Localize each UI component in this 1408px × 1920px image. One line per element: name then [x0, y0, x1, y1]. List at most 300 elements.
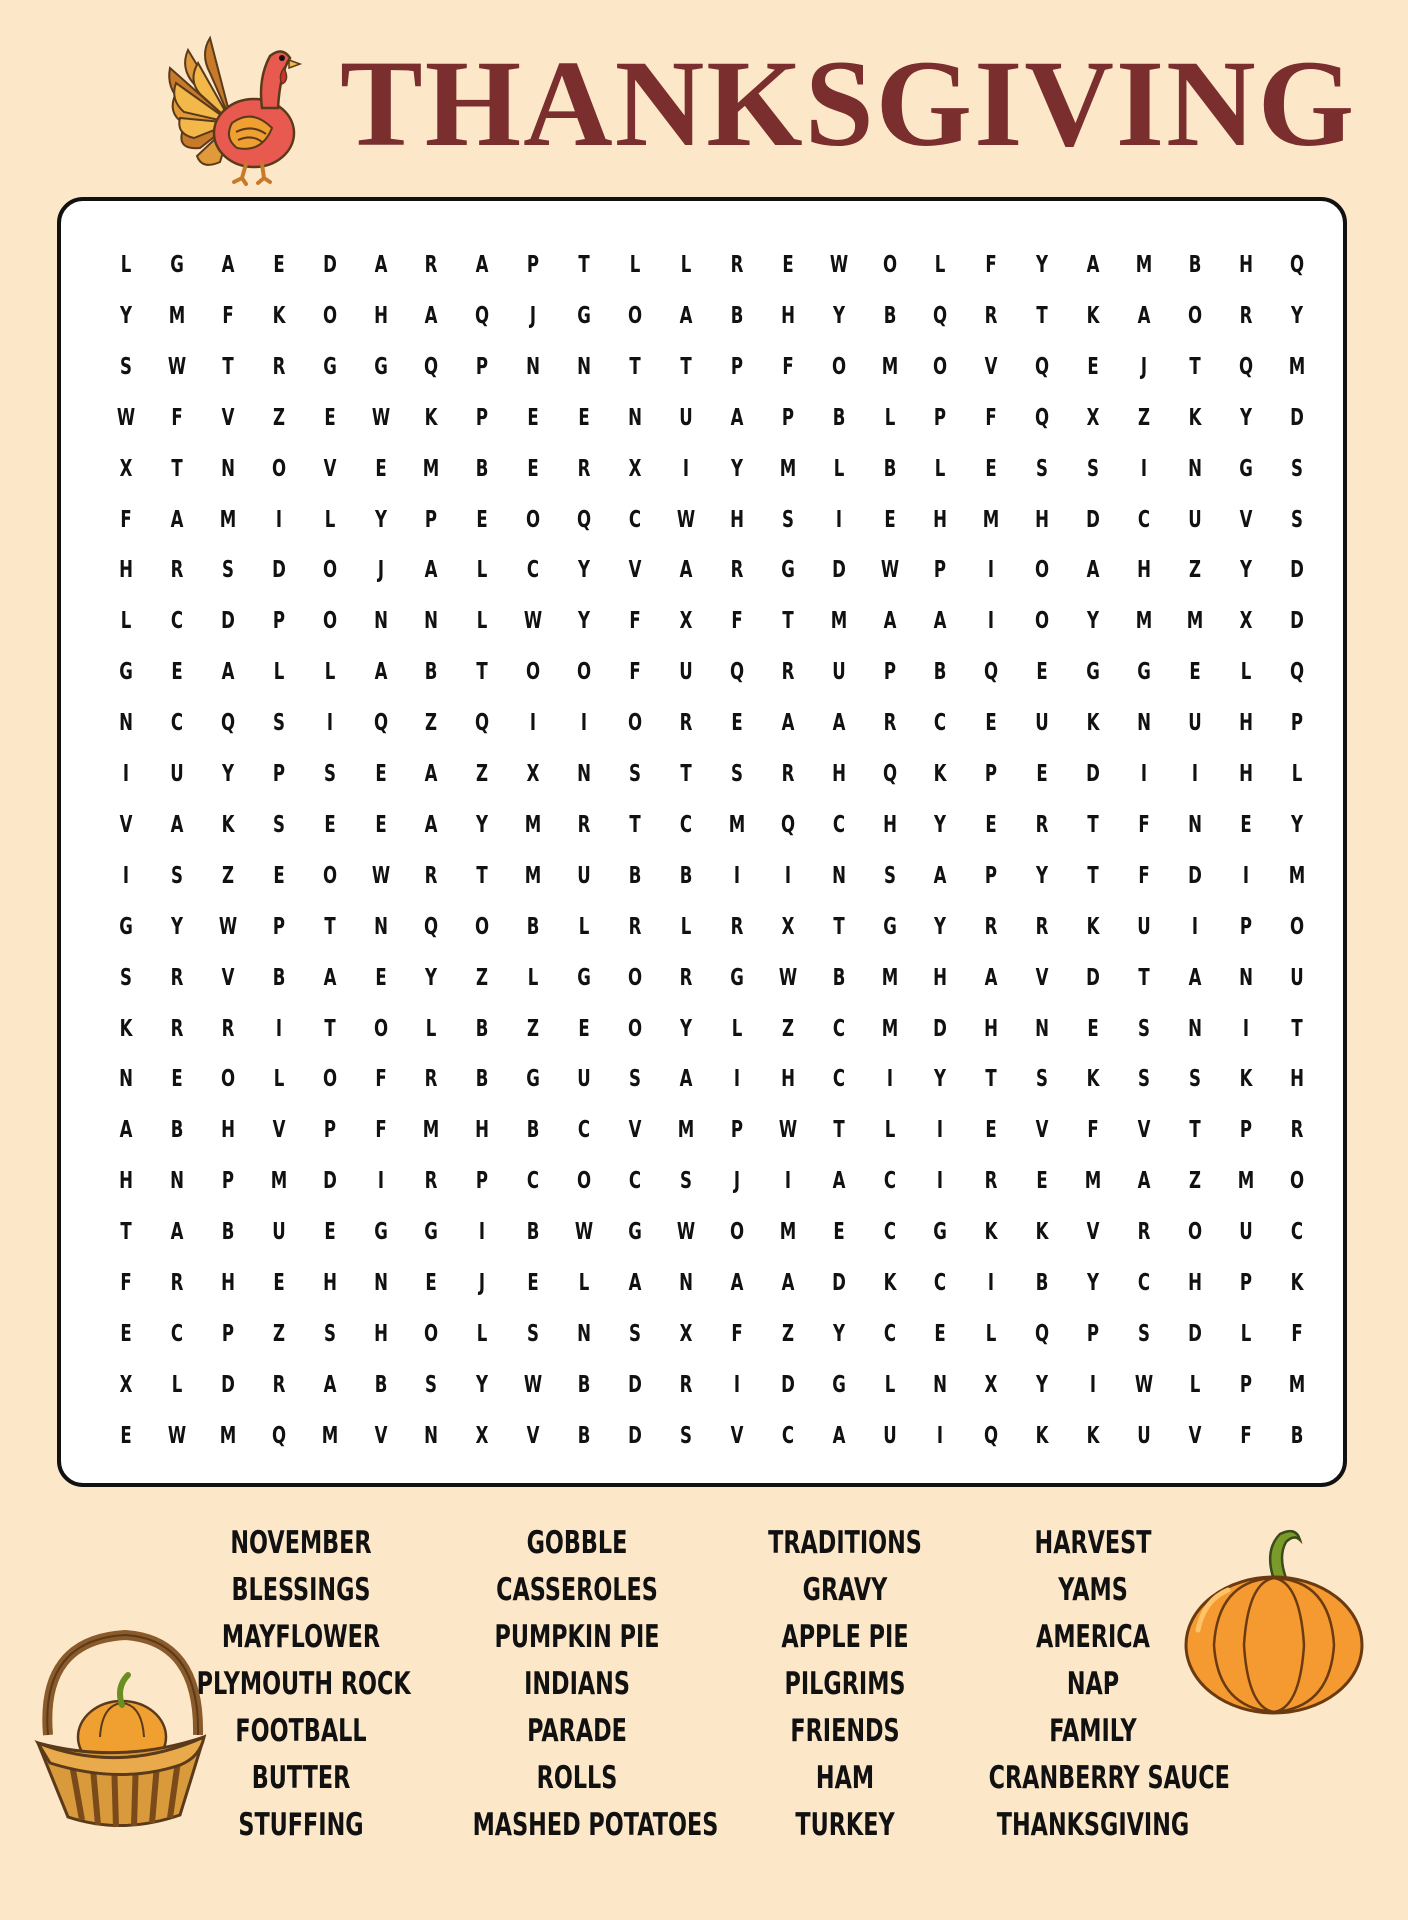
- word-list-item: PILGRIMS: [784, 1666, 906, 1702]
- grid-letter: T: [629, 353, 641, 380]
- grid-letter: G: [1238, 455, 1253, 482]
- grid-letter: V: [272, 1117, 286, 1144]
- grid-letter: F: [374, 1117, 387, 1144]
- grid-letter: S: [272, 811, 285, 838]
- grid-letter: W: [829, 252, 848, 278]
- grid-letter: F: [629, 659, 641, 686]
- grid-letter: V: [1137, 1117, 1151, 1144]
- grid-letter: S: [629, 1320, 641, 1347]
- grid-letter: Q: [1238, 353, 1253, 380]
- grid-letter: Y: [1239, 404, 1252, 431]
- grid-letter: D: [271, 557, 286, 584]
- grid-letter: H: [220, 1270, 235, 1296]
- grid-letter: E: [171, 1066, 183, 1093]
- grid-letter: P: [1239, 1270, 1252, 1296]
- grid-letter: V: [1035, 1117, 1049, 1144]
- grid-letter: D: [1289, 608, 1304, 635]
- grid-letter: C: [883, 1320, 896, 1347]
- grid-letter: V: [374, 1422, 387, 1449]
- word-list-item: FRIENDS: [790, 1713, 900, 1749]
- grid-letter: I: [377, 1168, 384, 1195]
- grid-letter: P: [781, 404, 794, 431]
- grid-letter: N: [119, 1066, 133, 1093]
- grid-letter: S: [1290, 506, 1303, 533]
- grid-letter: Z: [272, 1320, 285, 1347]
- grid-letter: G: [373, 1219, 388, 1246]
- grid-letter: Q: [933, 302, 948, 329]
- grid-letter: R: [781, 659, 795, 686]
- grid-letter: W: [116, 404, 136, 431]
- word-list-item: TURKEY: [795, 1807, 895, 1843]
- grid-letter: E: [323, 404, 336, 431]
- grid-letter: O: [271, 455, 286, 482]
- word-list-column-3: [700, 1520, 990, 1849]
- grid-letter: Y: [1036, 1371, 1049, 1398]
- grid-letter: I: [784, 862, 791, 889]
- grid-letter: Y: [476, 811, 489, 838]
- grid-letter: K: [1086, 302, 1100, 329]
- grid-letter: J: [733, 1168, 740, 1195]
- grid-letter: D: [780, 1371, 795, 1398]
- word-list-item: MASHED POTATOES: [472, 1807, 719, 1843]
- grid-letter: Q: [780, 811, 795, 838]
- grid-letter: K: [1086, 710, 1100, 737]
- grid-letter: P: [476, 404, 489, 431]
- grid-letter: Y: [170, 913, 183, 940]
- grid-letter: O: [1289, 1168, 1304, 1195]
- grid-letter: U: [831, 659, 846, 686]
- grid-letter: Q: [1035, 353, 1050, 380]
- grid-letter: T: [1087, 811, 1099, 838]
- grid-letter: P: [934, 404, 947, 431]
- grid-letter: P: [221, 1168, 234, 1195]
- grid-letter: N: [169, 1168, 184, 1195]
- grid-letter: S: [221, 557, 234, 584]
- grid-letter: O: [526, 506, 541, 533]
- grid-letter: R: [577, 455, 591, 482]
- grid-letter: I: [835, 506, 842, 533]
- grid-letter: W: [1134, 1371, 1154, 1398]
- grid-letter: N: [1035, 1015, 1050, 1042]
- grid-letter: D: [1289, 557, 1304, 584]
- grid-letter: N: [628, 404, 642, 431]
- grid-letter: R: [1290, 1117, 1304, 1144]
- grid-letter: G: [933, 1219, 948, 1246]
- word-list-item: MAYFLOWER: [221, 1619, 381, 1655]
- grid-letter: K: [1035, 1422, 1049, 1449]
- grid-letter: H: [373, 302, 388, 329]
- grid-letter: S: [629, 1066, 641, 1093]
- grid-letter: S: [323, 1320, 336, 1347]
- grid-letter: H: [933, 964, 948, 991]
- grid-letter: V: [221, 964, 235, 991]
- grid-letter: O: [627, 302, 643, 329]
- grid-letter: F: [1240, 1422, 1252, 1449]
- grid-letter: L: [629, 252, 641, 278]
- word-list-item: GRAVY: [802, 1572, 888, 1608]
- grid-letter: X: [628, 455, 642, 482]
- grid-letter: Y: [425, 964, 438, 991]
- grid-letter: I: [581, 710, 588, 737]
- grid-letter: U: [170, 761, 184, 787]
- grid-letter: H: [984, 1015, 999, 1042]
- grid-letter: K: [984, 1219, 998, 1246]
- grid-letter: N: [526, 353, 541, 380]
- grid-letter: M: [321, 1422, 338, 1449]
- grid-letter: M: [1288, 353, 1305, 380]
- grid-letter: G: [322, 353, 337, 380]
- grid-letter: K: [119, 1015, 133, 1042]
- grid-letter: L: [731, 1015, 743, 1042]
- grid-letter: E: [1036, 659, 1048, 686]
- grid-letter: P: [272, 913, 285, 940]
- grid-letter: P: [323, 1117, 336, 1144]
- grid-letter: D: [831, 1270, 846, 1296]
- grid-letter: K: [424, 404, 438, 431]
- word-list-item: NOVEMBER: [230, 1525, 372, 1561]
- grid-letter: Q: [729, 659, 744, 686]
- grid-letter: G: [831, 1371, 846, 1398]
- grid-letter: A: [984, 964, 998, 991]
- grid-letter: C: [1290, 1219, 1303, 1246]
- grid-letter: W: [524, 608, 543, 635]
- grid-letter: P: [425, 506, 438, 533]
- grid-letter: E: [120, 1422, 132, 1449]
- grid-letter: E: [273, 862, 285, 889]
- word-list-item: STUFFING: [238, 1807, 364, 1843]
- grid-letter: T: [476, 659, 488, 686]
- grid-letter: O: [627, 710, 643, 737]
- grid-letter: T: [1138, 964, 1150, 991]
- grid-letter: Y: [578, 608, 591, 635]
- grid-letter: Z: [1137, 404, 1151, 431]
- grid-letter: D: [1289, 404, 1304, 431]
- grid-letter: E: [985, 1117, 997, 1144]
- grid-letter: I: [937, 1168, 944, 1195]
- grid-letter: I: [122, 862, 130, 889]
- grid-letter: Q: [475, 302, 490, 329]
- grid-letter: R: [730, 557, 744, 584]
- grid-letter: T: [832, 1117, 845, 1144]
- grid-letter: T: [1036, 302, 1048, 329]
- grid-letter: O: [424, 1320, 439, 1347]
- grid-letter: P: [883, 659, 896, 686]
- grid-letter: A: [475, 252, 489, 278]
- grid-letter: K: [933, 761, 947, 787]
- grid-letter: R: [628, 913, 642, 940]
- grid-letter: J: [1140, 353, 1148, 380]
- grid-letter: R: [1137, 1219, 1151, 1246]
- grid-letter: K: [1086, 1422, 1100, 1449]
- grid-letter: Z: [1188, 1168, 1201, 1195]
- grid-letter: Q: [271, 1422, 286, 1449]
- grid-letter: S: [1138, 1015, 1150, 1042]
- grid-letter: N: [577, 761, 592, 787]
- grid-letter: H: [1238, 252, 1253, 278]
- grid-letter: E: [120, 1320, 132, 1347]
- grid-letter: P: [476, 1168, 489, 1195]
- grid-letter: P: [527, 252, 540, 278]
- grid-letter: G: [1086, 659, 1100, 686]
- grid-letter: G: [526, 1066, 540, 1093]
- grid-letter: I: [122, 761, 130, 787]
- grid-letter: O: [1187, 302, 1202, 329]
- grid-letter: F: [1291, 1320, 1303, 1347]
- grid-letter: P: [730, 1117, 743, 1144]
- grid-letter: O: [1289, 913, 1304, 940]
- grid-letter: S: [425, 1371, 438, 1398]
- grid-letter: R: [1035, 913, 1049, 940]
- grid-letter: L: [477, 608, 488, 635]
- grid-letter: Q: [475, 710, 490, 737]
- grid-letter: I: [937, 1117, 944, 1144]
- grid-letter: F: [629, 608, 641, 635]
- grid-letter: F: [171, 404, 183, 431]
- grid-letter: B: [475, 455, 489, 482]
- grid-letter: L: [527, 964, 539, 991]
- grid-letter: V: [119, 811, 133, 838]
- grid-letter: Y: [221, 761, 234, 787]
- grid-letter: Y: [832, 1320, 845, 1347]
- grid-letter: T: [323, 1015, 336, 1042]
- grid-letter: C: [170, 710, 183, 737]
- grid-letter: I: [733, 862, 740, 889]
- grid-letter: X: [526, 761, 540, 787]
- grid-letter: E: [527, 455, 539, 482]
- pumpkin-icon: [1178, 1520, 1370, 1720]
- grid-letter: P: [985, 862, 998, 889]
- grid-letter: W: [778, 1117, 797, 1144]
- grid-letter: I: [1090, 1371, 1097, 1398]
- grid-letter: H: [119, 1168, 133, 1195]
- grid-letter: V: [1188, 1422, 1202, 1449]
- word-list-item: PUMPKIN PIE: [494, 1619, 660, 1655]
- word-list-item: PLYMOUTH ROCK: [196, 1666, 411, 1702]
- grid-letter: R: [272, 353, 286, 380]
- grid-letter: M: [728, 811, 746, 838]
- grid-letter: V: [1086, 1219, 1100, 1246]
- grid-letter: W: [167, 1422, 187, 1449]
- grid-letter: Q: [1035, 1320, 1050, 1347]
- grid-letter: O: [831, 353, 846, 380]
- grid-letter: C: [934, 710, 947, 737]
- grid-letter: O: [577, 659, 592, 686]
- grid-letter: Q: [424, 353, 439, 380]
- grid-letter: E: [832, 1219, 845, 1246]
- grid-letter: N: [119, 710, 133, 737]
- grid-letter: F: [1138, 862, 1150, 889]
- grid-letter: B: [374, 1371, 387, 1398]
- grid-letter: U: [1188, 710, 1202, 737]
- grid-letter: T: [1189, 353, 1201, 380]
- grid-letter: R: [170, 964, 184, 991]
- grid-letter: F: [731, 608, 743, 635]
- grid-letter: L: [171, 1371, 183, 1398]
- grid-letter: B: [679, 862, 693, 889]
- grid-letter: Z: [425, 710, 438, 737]
- grid-letter: B: [475, 1015, 489, 1042]
- grid-letter: L: [680, 913, 692, 940]
- grid-letter: E: [1036, 761, 1048, 787]
- grid-letter: S: [1138, 1066, 1150, 1093]
- grid-letter: H: [780, 302, 795, 329]
- grid-letter: V: [628, 1117, 642, 1144]
- grid-letter: O: [577, 1168, 592, 1195]
- grid-letter: S: [170, 862, 183, 889]
- grid-letter: D: [1188, 862, 1202, 889]
- grid-letter: E: [527, 1270, 539, 1296]
- grid-letter: E: [1087, 1015, 1099, 1042]
- grid-letter: E: [323, 1219, 336, 1246]
- grid-letter: B: [272, 964, 285, 991]
- grid-letter: W: [676, 506, 696, 533]
- grid-letter: R: [170, 1015, 184, 1042]
- grid-letter: X: [984, 1371, 998, 1398]
- grid-letter: F: [1138, 811, 1150, 838]
- grid-letter: E: [578, 1015, 590, 1042]
- grid-letter: Y: [1290, 302, 1303, 329]
- grid-letter: B: [170, 1117, 184, 1144]
- grid-letter: U: [577, 862, 591, 889]
- grid-letter: Q: [1035, 404, 1050, 431]
- grid-letter: D: [628, 1371, 642, 1398]
- word-search-grid: [57, 197, 1347, 1487]
- grid-letter: F: [782, 353, 794, 380]
- grid-letter: N: [1187, 1015, 1202, 1042]
- grid-letter: O: [322, 557, 337, 584]
- grid-letter: L: [986, 1320, 997, 1347]
- grid-letter: F: [222, 302, 234, 329]
- grid-letter: J: [530, 302, 537, 329]
- grid-letter: E: [527, 404, 539, 431]
- grid-letter: A: [374, 659, 387, 686]
- grid-letter: I: [937, 1422, 944, 1449]
- grid-letter: S: [679, 1422, 692, 1449]
- grid-letter: T: [1087, 862, 1099, 889]
- grid-letter: B: [526, 1219, 540, 1246]
- grid-letter: T: [171, 455, 183, 482]
- grid-letter: R: [425, 252, 438, 278]
- grid-letter: M: [270, 1168, 287, 1195]
- word-list-item: PARADE: [527, 1713, 627, 1749]
- grid-letter: H: [1035, 506, 1050, 533]
- grid-letter: G: [1137, 659, 1151, 686]
- grid-letter: N: [373, 913, 388, 940]
- grid-letter: W: [371, 404, 390, 431]
- grid-letter: Z: [476, 964, 489, 991]
- word-list-item: FOOTBALL: [235, 1713, 367, 1749]
- grid-letter: A: [323, 1371, 337, 1398]
- grid-letter: E: [374, 761, 387, 787]
- grid-letter: M: [881, 353, 898, 380]
- word-list-item: HARVEST: [1034, 1525, 1152, 1561]
- grid-letter: C: [1137, 506, 1151, 533]
- grid-letter: C: [934, 1270, 947, 1296]
- grid-letter: Q: [1289, 252, 1304, 278]
- grid-letter: M: [1135, 608, 1153, 635]
- grid-letter: H: [1137, 557, 1151, 584]
- grid-letter: L: [884, 1371, 895, 1398]
- grid-letter: R: [679, 964, 693, 991]
- grid-letter: B: [1290, 1422, 1303, 1449]
- grid-letter: H: [1238, 761, 1253, 787]
- grid-letter: Z: [476, 761, 489, 787]
- page-title: THANKSGIVING: [340, 35, 1357, 172]
- grid-letter: B: [526, 1117, 540, 1144]
- grid-letter: T: [629, 811, 641, 838]
- turkey-icon: [162, 28, 304, 186]
- grid-letter: I: [1191, 761, 1198, 787]
- grid-letter: I: [988, 1270, 995, 1296]
- grid-letter: V: [1035, 964, 1049, 991]
- grid-letter: R: [984, 913, 998, 940]
- grid-letter: S: [629, 761, 641, 787]
- grid-letter: L: [273, 659, 284, 686]
- grid-letter: T: [1189, 1117, 1201, 1144]
- grid-letter: K: [1239, 1066, 1253, 1093]
- grid-letter: C: [1137, 1270, 1151, 1296]
- grid-letter: C: [679, 811, 692, 838]
- grid-letter: E: [374, 811, 387, 838]
- grid-letter: L: [477, 557, 488, 584]
- grid-letter: M: [677, 1117, 695, 1144]
- grid-letter: O: [322, 1066, 337, 1093]
- grid-letter: P: [1239, 913, 1252, 940]
- grid-letter: O: [1187, 1219, 1202, 1246]
- word-list-item: BLESSINGS: [231, 1572, 371, 1608]
- grid-letter: B: [221, 1219, 235, 1246]
- grid-letter: L: [884, 1117, 895, 1144]
- grid-letter: A: [832, 710, 846, 737]
- grid-letter: R: [1035, 811, 1049, 838]
- grid-letter: E: [782, 252, 794, 278]
- grid-letter: I: [1242, 862, 1249, 889]
- grid-letter: S: [1087, 455, 1100, 482]
- grid-letter: S: [1036, 455, 1049, 482]
- grid-letter: P: [985, 761, 998, 787]
- grid-letter: E: [985, 710, 997, 737]
- grid-letter: A: [323, 964, 337, 991]
- grid-letter: Q: [882, 761, 897, 787]
- grid-letter: O: [627, 964, 643, 991]
- grid-letter: A: [170, 506, 184, 533]
- grid-letter: V: [221, 404, 235, 431]
- grid-letter: Y: [1087, 608, 1100, 635]
- grid-letter: N: [373, 1270, 388, 1296]
- grid-letter: H: [1289, 1066, 1304, 1093]
- grid-letter: M: [1237, 1168, 1255, 1195]
- grid-letter: Y: [1239, 557, 1252, 584]
- grid-letter: I: [988, 557, 995, 584]
- grid-letter: Z: [272, 404, 285, 431]
- word-list-item: THANKSGIVING: [996, 1807, 1190, 1843]
- grid-letter: B: [526, 913, 540, 940]
- grid-letter: B: [577, 1422, 591, 1449]
- grid-letter: A: [730, 1270, 744, 1296]
- grid-letter: E: [578, 404, 590, 431]
- grid-letter: M: [1186, 608, 1204, 635]
- grid-letter: A: [1137, 302, 1151, 329]
- grid-letter: N: [424, 608, 439, 635]
- grid-letter: A: [221, 252, 235, 278]
- grid-letter: W: [218, 913, 237, 940]
- grid-letter: M: [779, 455, 796, 482]
- grid-letter: B: [577, 1371, 591, 1398]
- grid-letter: L: [477, 1320, 488, 1347]
- grid-letter: O: [1035, 557, 1050, 584]
- grid-letter: I: [1191, 913, 1198, 940]
- grid-letter: V: [323, 455, 337, 482]
